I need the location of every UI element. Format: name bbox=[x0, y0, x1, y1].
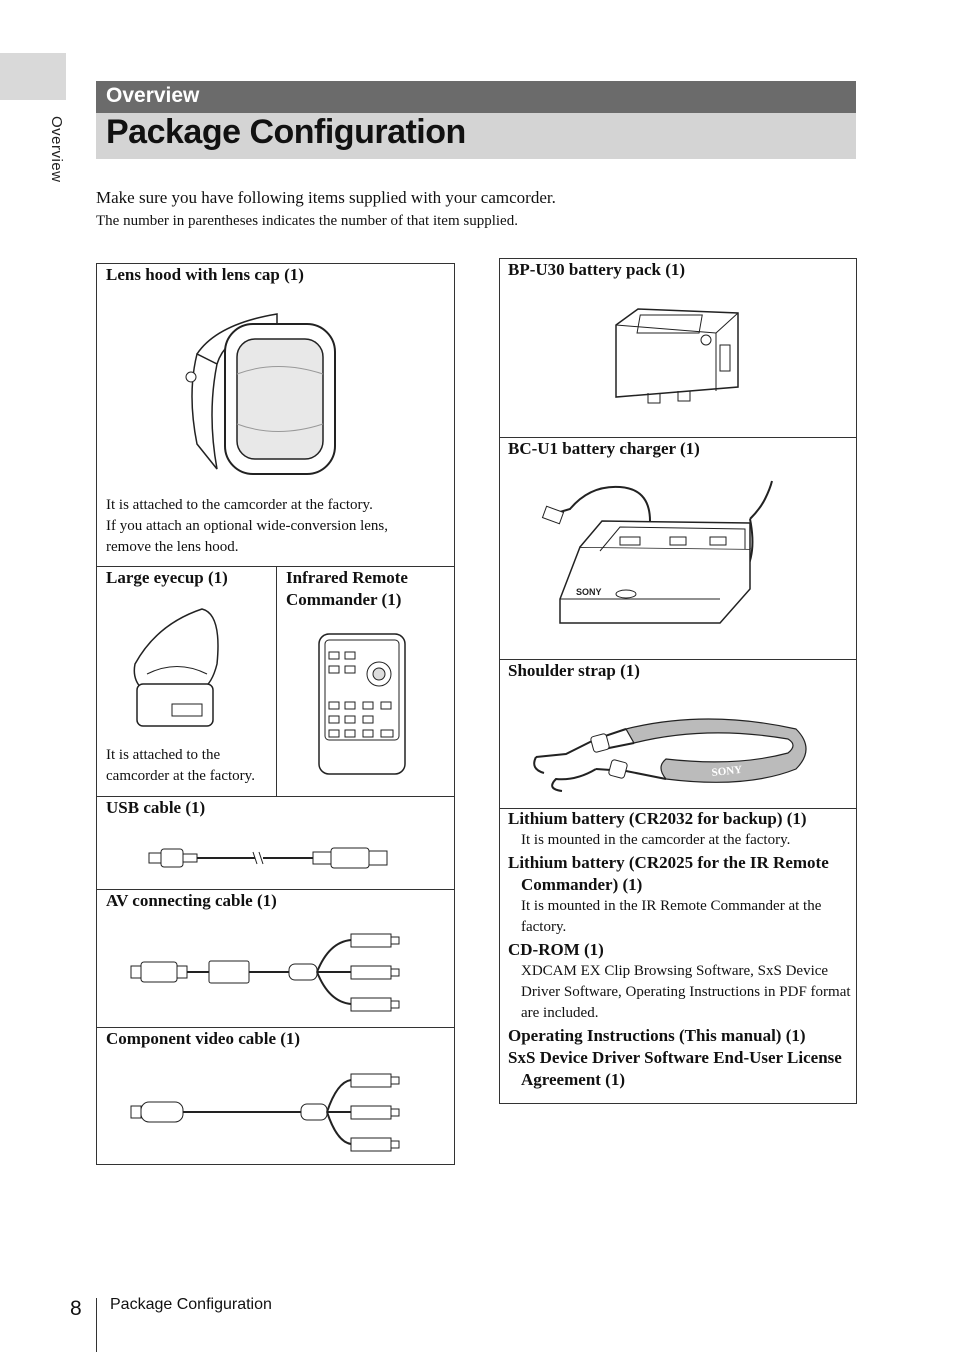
charger-brand: SONY bbox=[576, 587, 602, 597]
list-item-note: It is mounted in the IR Remote Commander at the factory. bbox=[521, 898, 822, 935]
remote-title-1: Infrared Remote bbox=[286, 568, 408, 587]
list-item-title: Lithium battery (CR2032 for backup) (1) bbox=[508, 809, 807, 828]
strap-title: Shoulder strap (1) bbox=[508, 661, 640, 680]
list-item-title: CD-ROM (1) bbox=[508, 940, 604, 959]
list-item-note: XDCAM EX Clip Browsing Software, SxS Device Driver Software, Operating Instructions in PDF format are included. bbox=[521, 963, 851, 1021]
remote-illustration bbox=[317, 632, 407, 776]
lens-hood-note-2: If you attach an optional wide-conversion lens, bbox=[106, 518, 388, 534]
section-title: Overview bbox=[106, 84, 200, 107]
accessory-list bbox=[508, 808, 853, 1091]
eyecup-note-2: camcorder at the factory. bbox=[106, 768, 255, 784]
usb-cable-illustration bbox=[147, 844, 392, 874]
charger-title: BC-U1 battery charger (1) bbox=[508, 439, 700, 458]
component-cable-illustration bbox=[129, 1072, 409, 1157]
eyecup-illustration bbox=[127, 604, 227, 734]
eyecup-title: Large eyecup (1) bbox=[106, 568, 228, 587]
side-section-label: Overview bbox=[48, 116, 65, 183]
footer-divider bbox=[96, 1298, 97, 1352]
av-cable-illustration bbox=[129, 932, 409, 1017]
lens-hood-note-1: It is attached to the camcorder at the factory. bbox=[106, 497, 373, 513]
strap-illustration bbox=[526, 709, 816, 799]
page-number: 8 bbox=[70, 1297, 82, 1320]
eyecup-note-1: It is attached to the bbox=[106, 747, 221, 763]
page-title: Package Configuration bbox=[106, 113, 466, 151]
list-item-title: SxS Device Driver Software End-User License Agreement (1) bbox=[508, 1048, 842, 1089]
footer-title: Package Configuration bbox=[110, 1296, 272, 1313]
av-title: AV connecting cable (1) bbox=[106, 891, 277, 910]
lens-hood-title: Lens hood with lens cap (1) bbox=[106, 265, 304, 284]
list-item-note: It is mounted in the camcorder at the factory. bbox=[521, 832, 791, 848]
usb-title: USB cable (1) bbox=[106, 798, 206, 817]
battery-illustration bbox=[608, 305, 744, 409]
list-item-title: Operating Instructions (This manual) (1) bbox=[508, 1026, 806, 1045]
charger-illustration bbox=[540, 479, 780, 629]
intro-note: The number in parentheses indicates the number of that item supplied. bbox=[96, 213, 518, 229]
battery-title: BP-U30 battery pack (1) bbox=[508, 260, 686, 279]
strap-brand: SONY bbox=[711, 763, 743, 779]
remote-title-2: Commander (1) bbox=[286, 590, 402, 609]
lens-hood-illustration bbox=[177, 304, 347, 479]
section-header bbox=[96, 81, 856, 113]
list-item-title: Lithium battery (CR2025 for the IR Remote Commander) (1) bbox=[508, 853, 829, 894]
component-title: Component video cable (1) bbox=[106, 1029, 301, 1048]
left-table bbox=[96, 263, 455, 1165]
lens-hood-note-3: remove the lens hood. bbox=[106, 539, 239, 555]
title-bar bbox=[96, 113, 856, 159]
eyecup-remote-divider bbox=[276, 566, 277, 796]
side-tab bbox=[0, 53, 66, 100]
intro-text: Make sure you have following items supplied with your camcorder. bbox=[96, 188, 556, 207]
